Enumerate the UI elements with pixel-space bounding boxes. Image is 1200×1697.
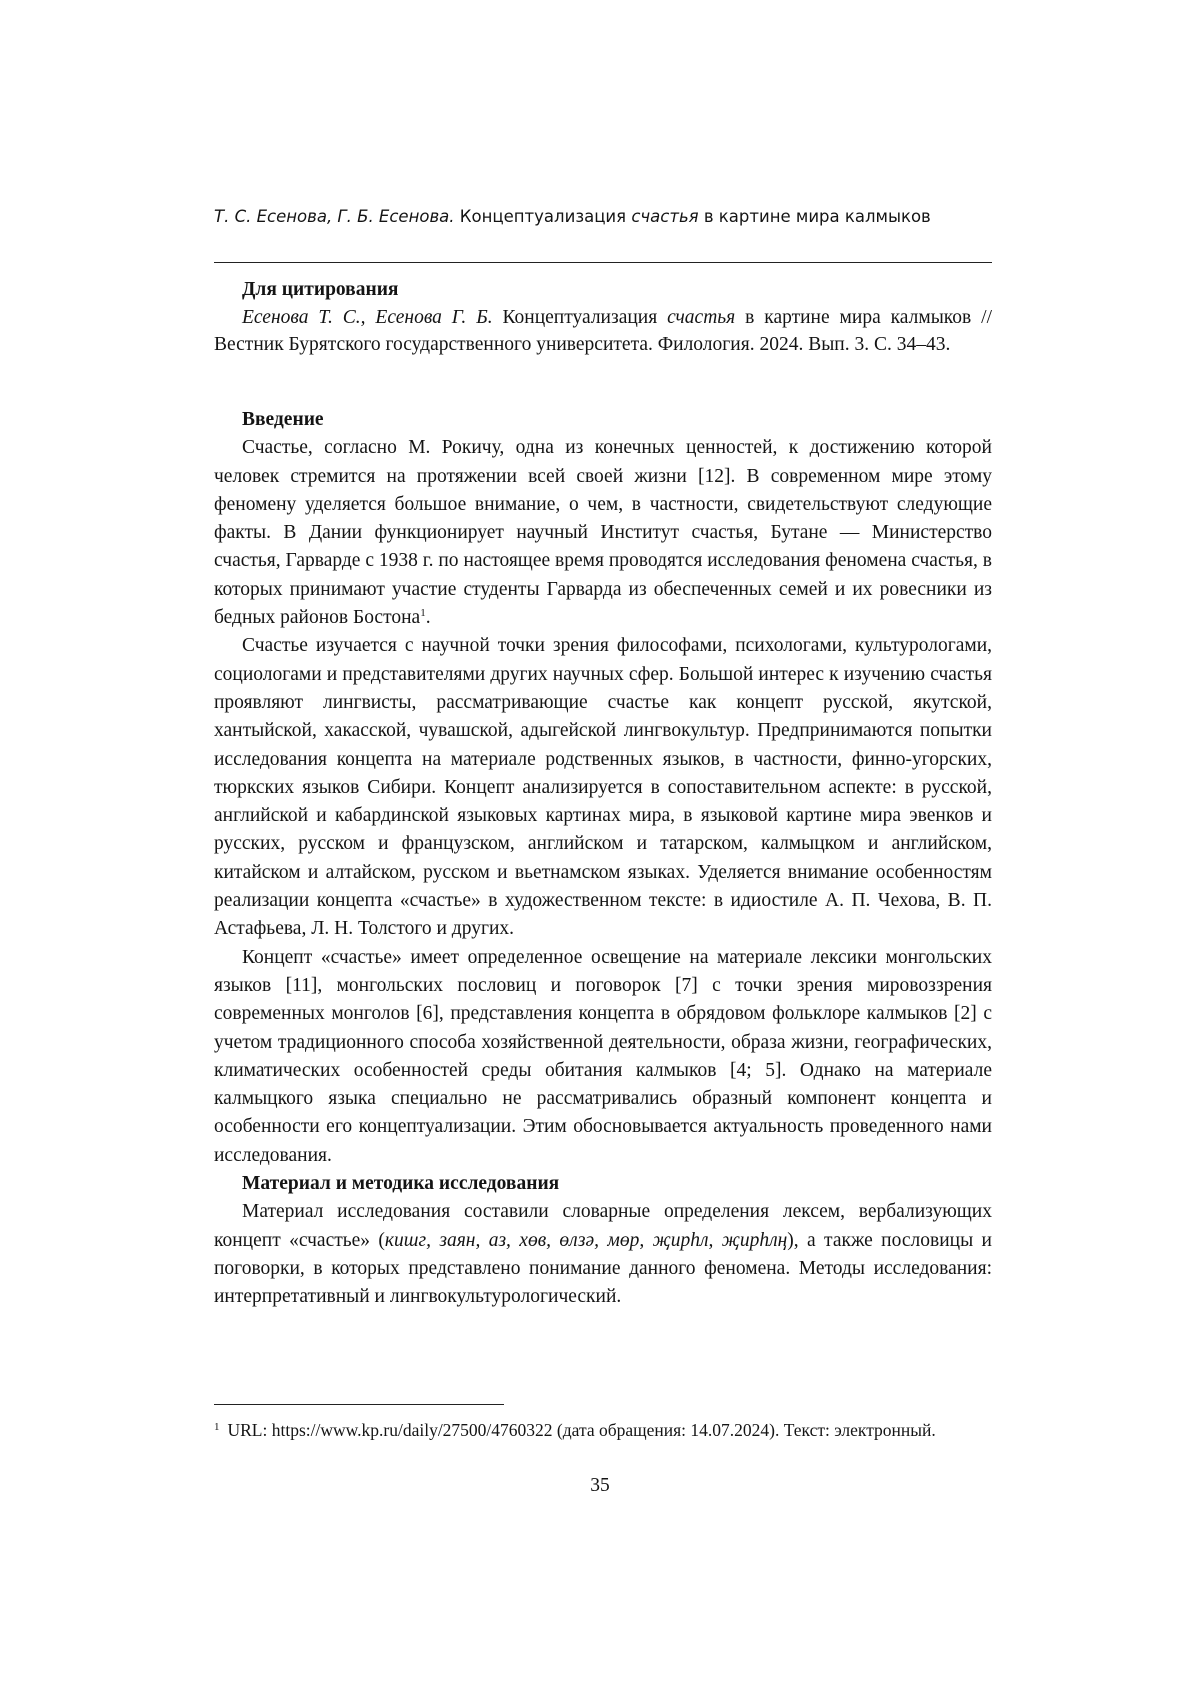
footnote-divider — [214, 1404, 504, 1405]
header-authors: Т. С. Есенова, Г. Б. Есенова. — [214, 207, 455, 226]
page-number: 35 — [0, 1474, 1200, 1498]
citation-title-italic: счастья — [667, 307, 735, 328]
paragraph-intro-1-end: . — [426, 607, 431, 628]
paragraph-methods-1-end: ), а также пословицы и поговорки, в которых представлено понимание данного феномена. Методы исследования: интерпретативный и лингвокультурологический. — [214, 1230, 992, 1308]
footnote — [214, 1418, 992, 1442]
citation-heading: Для цитирования — [214, 276, 992, 304]
paragraph-methods-1-lexemes: кишг, заян, аз, хөв, өлзә, мөр, җирһл, җирһлң — [385, 1230, 787, 1251]
paragraph-methods-1 — [214, 1198, 992, 1311]
paragraph-intro-1-text: Счастье, согласно М. Рокичу, одна из конечных ценностей, к достижению которой человек стремится на протяжении всей своей жизни [12]. В современном мире этому феномену уделяется большое внимание, о чем, в частности, свидетельствуют следующие факты. В Дании функционирует научный Институт счастья, Бутане — Министерство счастья, Гарварде с 1938 г. по настоящее время проводятся исследования феномена счастья, в которых принимают участие студенты Гарварда из обеспеченных семей и их ровесники из бедных районов Бостона — [214, 437, 992, 628]
paragraph-methods-1-start: Материал исследования составили словарные определения лексем, вербализующих концепт «счастье» ( — [214, 1201, 992, 1250]
citation-authors: Есенова Т. С., Есенова Г. Б. — [242, 307, 493, 328]
citation-block — [214, 276, 992, 359]
running-header — [214, 206, 1004, 228]
header-title-end: в картине мира калмыков — [699, 207, 931, 226]
header-divider — [214, 262, 992, 263]
header-title-italic: счастья — [631, 207, 698, 226]
section-heading-introduction: Введение — [214, 406, 992, 434]
footnote-reference[interactable]: 1 — [420, 607, 426, 619]
section-heading-methods: Материал и методика исследования — [214, 1170, 992, 1198]
article-body — [214, 406, 992, 1312]
citation-title-end: в картине мира калмыков // Вестник Бурятского государственного университета. Филология. 2024. Вып. 3. С. 34–43. — [214, 307, 992, 356]
footnote-text: URL: https://www.kp.ru/daily/27500/4760322 (дата обращения: 14.07.2024). Текст: электронный. — [228, 1420, 936, 1440]
paragraph-intro-1 — [214, 434, 992, 632]
paragraph-intro-3: Концепт «счастье» имеет определенное освещение на материале лексики монгольских языков [11], монгольских пословиц и поговорок [7] с точки зрения мировоззрения современных монголов [6], представления концепта в обрядовом фольклоре калмыков [2] с учетом традиционного способа хозяйственной деятельности, образа жизни, географических, климатических особенностей среды обитания калмыков [4; 5]. Однако на материале калмыцкого языка специально не рассматривались образный компонент концепта и особенности его концептуализации. Этим обосновывается актуальность проведенного нами исследования. — [214, 944, 992, 1170]
paragraph-intro-2: Счастье изучается с научной точки зрения философами, психологами, культурологами, социологами и представителями других научных сфер. Большой интерес к изучению счастья проявляют лингвисты, рассматривающие счастье как концепт русской, якутской, хантыйской, хакасской, чувашской, адыгейской лингвокультур. Предпринимаются попытки исследования концепта на материале родственных языков, в частности, финно-угорских, тюркских языков Сибири. Концепт анализируется в сопоставительном аспекте: в русской, английской и кабардинской языковых картинах мира, в языковой картине мира эвенков и русских, русском и французском, английском и татарском, калмыцком и английском, китайском и алтайском, русском и вьетнамском языках. Уделяется внимание особенностям реализации концепта «счастье» в художественном тексте: в идиостиле А. П. Чехова, В. П. Астафьева, Л. Н. Толстого и других. — [214, 632, 992, 943]
citation-text — [214, 304, 992, 359]
citation-title-start: Концептуализация — [493, 307, 668, 328]
footnote-number: 1 — [214, 1421, 220, 1433]
header-title-start: Концептуализация — [455, 207, 632, 226]
